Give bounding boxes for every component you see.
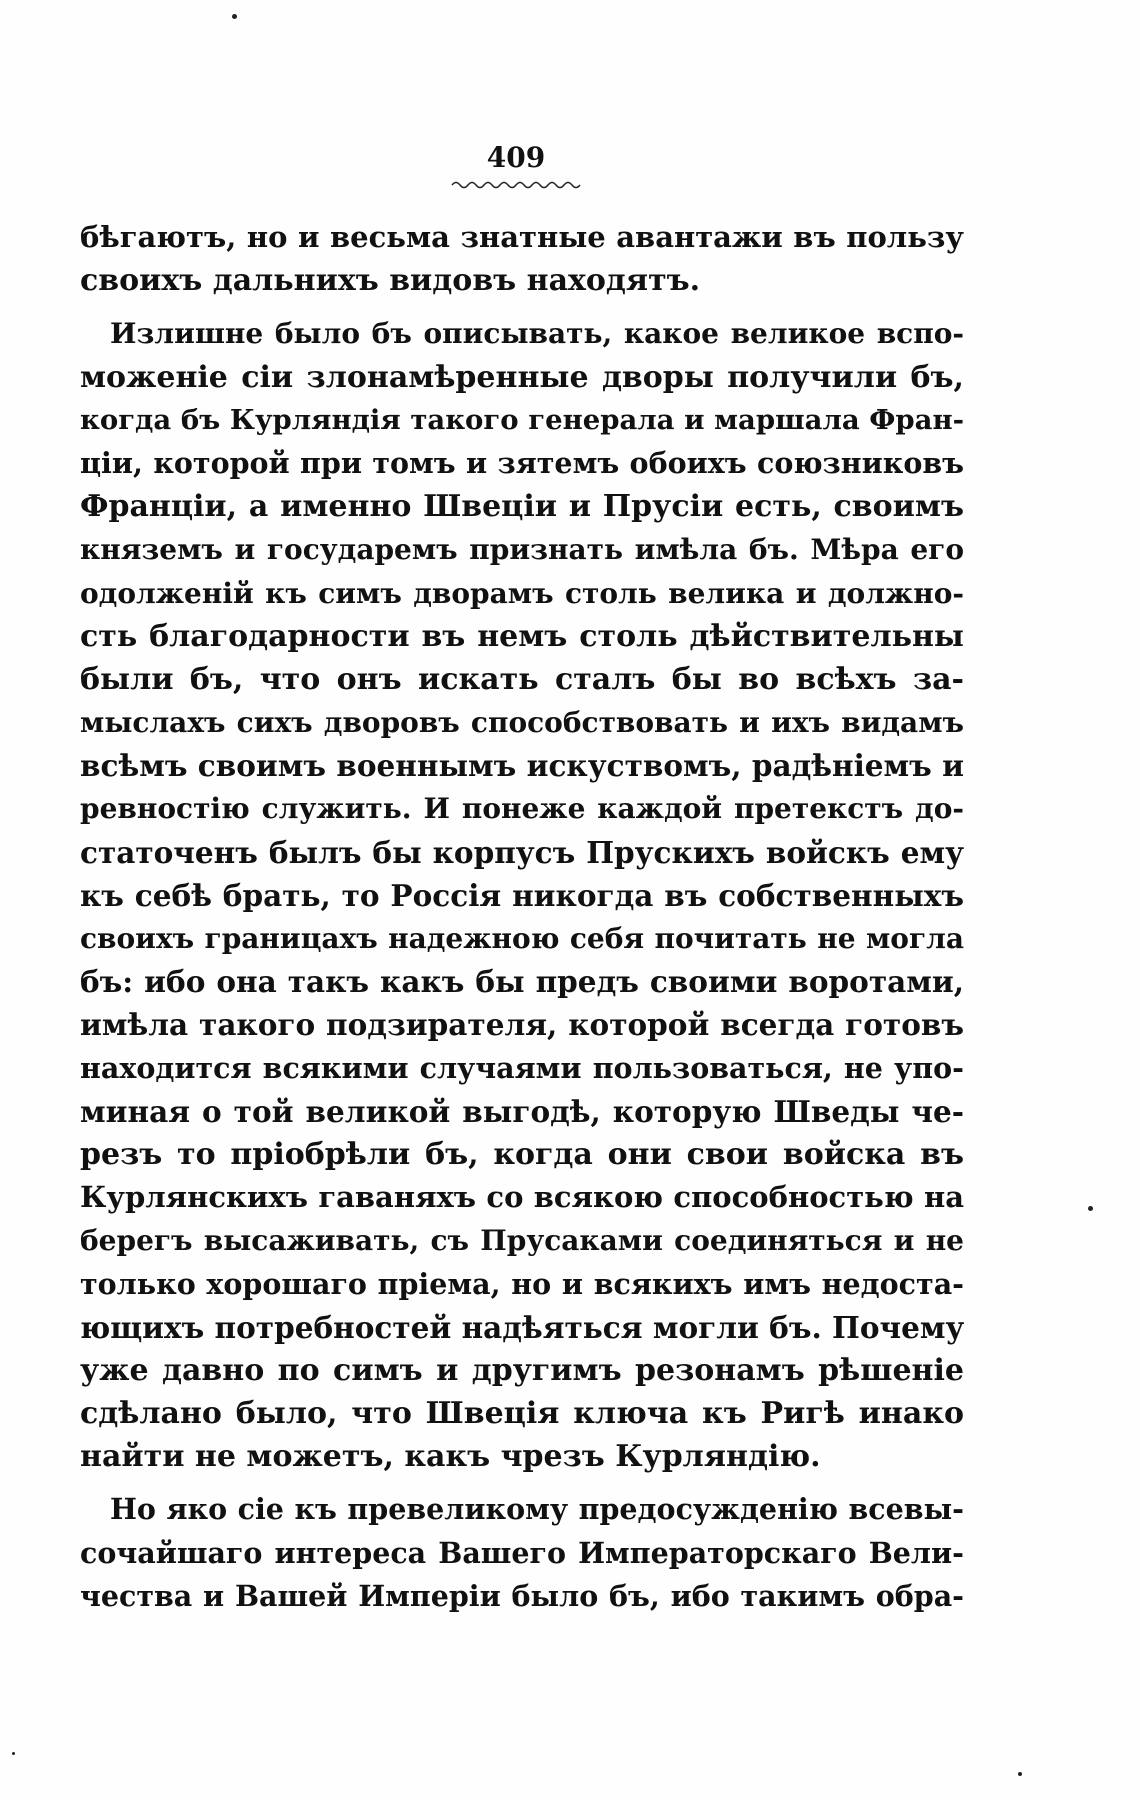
paragraph <box>80 216 964 302</box>
text-line: ціи, которой при томъ и зятемъ обоихъ союзниковъ <box>80 445 964 480</box>
text-line: Излишне было бъ описывать, какое великое вспо- <box>110 317 964 351</box>
paragraph <box>80 1488 964 1618</box>
text-line: ющихъ потребностей надѣяться могли бъ. Почему <box>80 1309 964 1345</box>
text-line: берегъ высаживать, съ Прусаками соединяться и не <box>80 1224 964 1258</box>
text-line: Но яко сіе къ превеликому предосужденію всевы- <box>110 1492 964 1527</box>
scan-speck <box>1088 1206 1093 1211</box>
text-line: одолженій къ симъ дворамъ столь велика и должно- <box>80 576 964 610</box>
scan-speck <box>12 1752 15 1755</box>
text-line: находится всякими случаями пользоваться, не упо- <box>80 1050 964 1085</box>
text-line: уже давно по симъ и другимъ резонамъ рѣшеніе <box>80 1352 964 1388</box>
text-line: мыслахъ сихъ дворовъ способствовать и ихъ видамъ <box>80 706 964 740</box>
text-line: княземъ и государемъ признать имѣла бъ. Мѣра его <box>80 533 964 567</box>
text-line: ревностію служить. И понеже каждой претекстъ до- <box>80 792 964 826</box>
text-line: только хорошаго пріема, но и всякихъ имъ недоста- <box>80 1266 964 1301</box>
wavy-rule-ornament <box>450 178 586 192</box>
text-line: чества и Вашей Имперіи было бъ, ибо такимъ обра- <box>80 1578 964 1613</box>
text-line: бъ: ибо она такъ какъ бы предъ своими воротами, <box>80 964 964 1000</box>
text-line: имѣла такого подзирателя, которой всегда готовъ <box>80 1007 964 1043</box>
text-line: всѣмъ своимъ военнымъ искуствомъ, радѣніемъ и <box>80 748 964 784</box>
text-line: Курлянскихъ гаваняхъ со всякою способностью на <box>80 1180 964 1215</box>
text-line: найти не можетъ, какъ чрезъ Курляндію. <box>80 1439 821 1475</box>
text-line: сочайшаго интереса Вашего Императорскаго Вели- <box>80 1535 964 1570</box>
text-line: своихъ дальнихъ видовъ находятъ. <box>80 263 701 299</box>
scan-speck <box>1018 1772 1022 1776</box>
text-line: резъ то пріобрѣли бъ, когда они свои войска въ <box>80 1136 964 1172</box>
page-number: 409 <box>486 141 546 174</box>
text-line: Франціи, а именно Швеціи и Прусіи есть, своимъ <box>80 489 964 525</box>
text-line: миная о той великой выгодѣ, которую Шведы че- <box>80 1093 964 1129</box>
text-line: моженіе сіи злонамѣренные дворы получили бъ, <box>80 359 964 395</box>
text-line: статоченъ былъ бы корпусъ Прускихъ войскъ ему <box>80 834 964 870</box>
text-line: къ себѣ брать, то Россія никогда въ собственныхъ <box>80 877 964 913</box>
text-line: были бъ, что онъ искать сталъ бы во всѣхъ за- <box>80 661 964 697</box>
text-line: когда бъ Курляндія такого генерала и маршала Фран- <box>80 403 964 436</box>
text-line: сть благодарности въ немъ столь дѣйствительны <box>80 618 964 654</box>
paragraph <box>80 312 964 1478</box>
text-line: бѣгаютъ, но и весьма знатные авантажи въ пользу <box>80 220 964 254</box>
scan-speck <box>232 14 237 19</box>
body-text <box>80 216 964 1618</box>
text-line: сдѣлано было, что Швеція ключа къ Ригѣ инако <box>80 1396 964 1432</box>
text-line: своихъ границахъ надежною себя почитать не могла <box>80 922 964 955</box>
